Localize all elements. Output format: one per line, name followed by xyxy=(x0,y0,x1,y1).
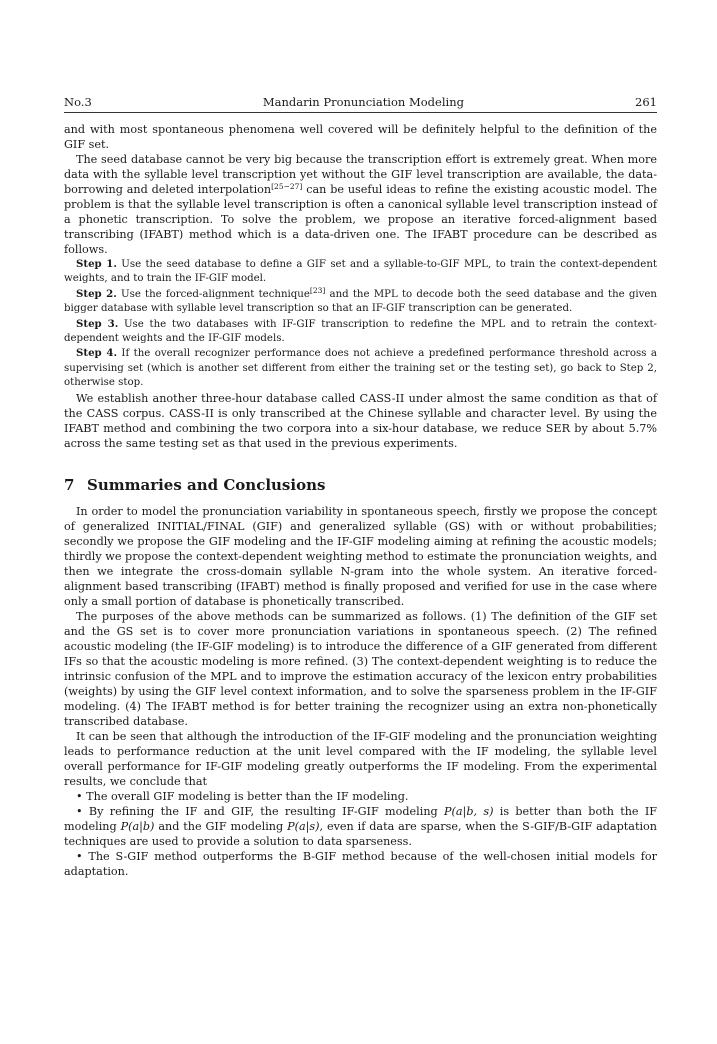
bullet-text: and the GIF modeling xyxy=(154,819,288,833)
math-expression: P(a|b, s) xyxy=(443,804,494,818)
step-label: Step 2. xyxy=(76,287,117,300)
step-2 xyxy=(64,287,657,317)
bullet-item xyxy=(64,804,657,849)
citation-ref: [25−27] xyxy=(271,182,303,191)
page-number: 261 xyxy=(635,95,657,109)
math-expression: P(a|b) xyxy=(120,819,155,833)
step-3 xyxy=(64,317,657,347)
running-header xyxy=(64,95,657,113)
bullet-item: • The overall GIF modeling is better than the IF modeling. xyxy=(76,789,409,803)
section-number: 7 xyxy=(64,475,75,494)
step-1 xyxy=(64,257,657,287)
issue-number: No.3 xyxy=(64,95,92,109)
paragraph-text: The seed database cannot be very big because the transcription effort is extremely great. When more data with the syllable level transcription yet without the GIF level transcription are available, the data-borrowing and deleted interpolation xyxy=(64,153,657,196)
step-text: Use the seed database to define a GIF set and a syllable-to-GIF MPL, to train the context-dependent weights, and to train the IF-GIF model. xyxy=(64,259,657,285)
conclusion-paragraph-2: The purposes of the above methods can be summarized as follows. (1) The definition of the GIF set and the GS set is to cover more pronunciation variations in spontaneous speech. (2) The refined acoustic modeling (the IF-GIF modeling) is to introduce the difference of a GIF generated from different IFs so that the acoustic modeling is more refined. (3) The context-dependent weighting is to reduce the intrinsic confusion of the MPL and to improve the estimation accuracy of the lexicon entry probabilities (weights) by using the GIF level context information, and to solve the sparseness problem in the IF-GIF modeling. (4) The IFABT method is for better training the recognizer using an extra non-phonetically transcribed database. xyxy=(64,609,657,728)
step-label: Step 4. xyxy=(76,347,118,360)
paragraph-text: can be useful ideas to refine the existing acoustic model. The problem is that the syllable level transcription is often a canonical syllable level transcription instead of a phonetic transcription. To solve the problem, we propose an iterative forced-alignment based transcribing (IFABT) method which is a data-driven one. The IFABT procedure can be described as follows. xyxy=(64,183,657,256)
section-heading xyxy=(64,475,657,494)
bullet-text: , even if data are sparse, when the S-GIF/B-GIF adaptation techniques are used to provide a solution to data sparseness. xyxy=(64,819,657,848)
body-text xyxy=(64,122,657,879)
page xyxy=(64,95,657,879)
step-text: If the overall recognizer performance does not achieve a predefined performance threshold across a supervising set (which is another set different from either the training set or the testing set), go back to Step 2, otherwise stop. xyxy=(64,348,657,389)
conclusion-paragraph-3: It can be seen that although the introduction of the IF-GIF modeling and the pronunciation weighting leads to performance reduction at the unit level compared with the IF modeling, the syllable level overall performance for IF-GIF modeling greatly outperforms the IF modeling. From the experimental results, we conclude that xyxy=(64,729,657,788)
step-text: Use the two databases with IF-GIF transcription to redefine the MPL and to retrain the context-dependent weights and the IF-GIF models. xyxy=(64,318,657,345)
bullet-item: • The S-GIF method outperforms the B-GIF method because of the well-chosen initial models for adaptation. xyxy=(64,849,657,878)
step-text: Use the forced-alignment technique xyxy=(116,288,310,300)
bullet-text: • By refining the IF and GIF, the resulting IF-GIF modeling xyxy=(76,804,444,818)
paragraph-seed-database xyxy=(64,152,657,257)
step-text: and the MPL to decode both the seed database and the given bigger database with syllable level transcription so that an IF-GIF transcription can be generated. xyxy=(64,288,657,315)
bullet-text: is better than both the IF modeling xyxy=(64,804,657,833)
math-expression: P(a|s) xyxy=(287,819,320,833)
step-label: Step 3. xyxy=(76,317,119,330)
conclusion-paragraph-1: In order to model the pronunciation variability in spontaneous speech, firstly we propose the concept of generalized INITIAL/FINAL (GIF) and generalized syllable (GS) with or without probabilities; secondly we propose the GIF modeling and the IF-GIF modeling aiming at refining the acoustic models; thirdly we propose the context-dependent weighting method to estimate the pronunciation weights, and then we integrate the cross-domain syllable N-gram into the whole system. An iterative forced-alignment based transcribing (IFABT) method is finally proposed and verified for use in the case where only a small portion of database is phonetically transcribed. xyxy=(64,504,657,608)
step-4 xyxy=(64,346,657,390)
citation-ref: [23] xyxy=(309,285,326,295)
ifabt-steps xyxy=(64,257,657,391)
step-label: Step 1. xyxy=(76,258,117,270)
section-title: Summaries and Conclusions xyxy=(87,475,326,494)
paragraph-continued: and with most spontaneous phenomena well covered will be definitely helpful to the definition of the GIF set. xyxy=(64,123,657,151)
running-title: Mandarin Pronunciation Modeling xyxy=(262,95,464,109)
paragraph-cass-ii: We establish another three-hour database called CASS-II under almost the same condition as that of the CASS corpus. CASS-II is only transcribed at the Chinese syllable and character level. By using the IFABT method and combining the two corpora into a six-hour database, we reduce SER by about 5.7% across the same testing set as that used in the previous experiments. xyxy=(64,391,657,450)
